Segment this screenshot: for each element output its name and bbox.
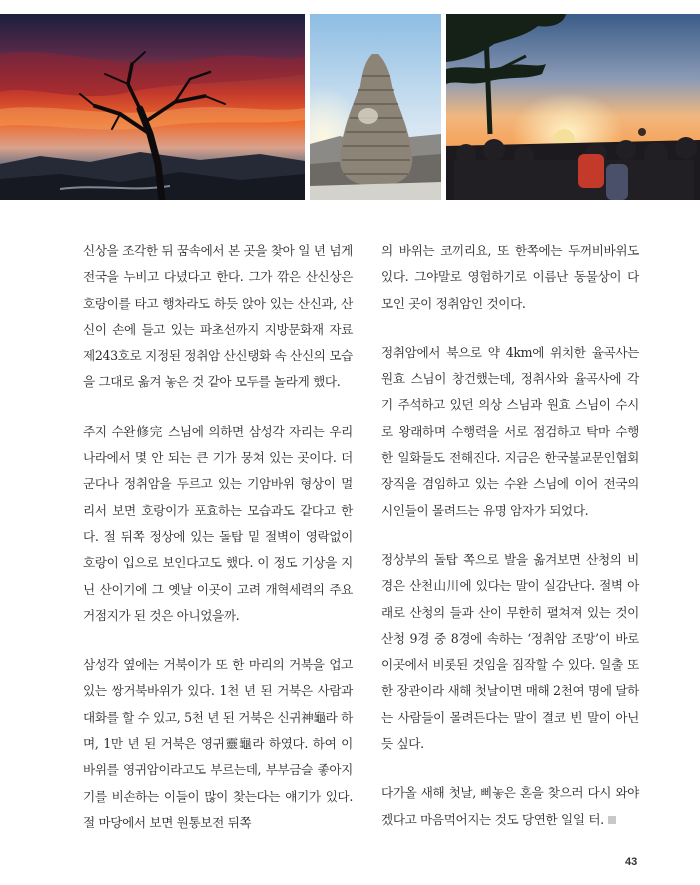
paragraph: 정상부의 돌탑 쪽으로 발을 옮겨보면 산청의 비경은 산천山川에 있다는 말이 실감난다. 절벽 아래로 산청의 들과 산이 무한히 펼쳐져 있는 것이 산청 9경 중 8경에 속하는 ‘정취암 조망’이 바로 이곳에서 비롯된 것임을 짐작할 수 있다. 일출 또한 장관이라 새해 첫날이면 매해 2천여 명에 달하는 사람들이 몰려든다는 말이 결코 빈 말이 아닌 듯 싶다. <box>381 551 639 752</box>
paragraph: 의 바위는 코끼리요, 또 한쪽에는 두꺼비바위도 있다. 그야말로 영험하기로 이름난 동물상이 다 모인 곳이 정취암인 것이다. <box>381 243 639 311</box>
paragraph: 삼성각 옆에는 거북이가 또 한 마리의 거북을 업고 있는 쌍거북바위가 있다. 1천 년 된 거북은 사람과 대화를 할 수 있고, 5천 년 된 거북은 신귀神龜라 하며, 1만 년 된 거북은 영귀靈龜라 하였다. 하여 이 바위를 영귀암이라고도 부르는데, 부부금슬 좋아지기를 비손하는 이들이 많이 찾는다는 얘기가 있다. 절 마당에서 보면 원통보전 뒤쪽 <box>83 657 353 830</box>
left-text-column <box>83 238 353 859</box>
paragraph: 신상을 조각한 뒤 꿈속에서 본 곳을 찾아 일 년 넘게 전국을 누비고 다녔다고 한다. 그가 깎은 산신상은 호랑이를 타고 행차라도 하듯 앉아 있는 산신과, 산신이 손에 들고 있는 파초선까지 지방문화재 자료 제243호로 지정된 정취암 산신탱화 속 산신의 모습을 그대로 옮겨 놓은 것 같아 모두를 놀라게 했다. <box>83 243 353 390</box>
stone-cairn-photo <box>310 14 441 200</box>
paragraph-text: 다가올 새해 첫날, 삐놓은 혼을 찾으러 다시 와야겠다고 마음먹어지는 것도 당연한 일일 터. <box>381 785 639 827</box>
sunset-tree-photo <box>0 14 305 200</box>
paragraph: 정취암에서 북으로 약 4km에 위치한 율곡사는 원효 스님이 창건했는데, 정취사와 율곡사에 각기 주석하고 있던 의상 스님과 원효 스님이 수시로 왕래하며 수행력을 서로 점검하고 탁마 수행한 일화들도 전해진다. 지금은 한국불교문인협회장직을 겸임하고 있는 수완 스님에 이어 전국의 시인들이 몰려드는 유명 암자가 되었다. <box>381 344 639 518</box>
sunrise-crowd-photo <box>446 14 700 200</box>
closing-paragraph <box>381 780 639 833</box>
page-number: 43 <box>625 856 638 868</box>
right-text-column <box>381 238 639 856</box>
end-square-icon <box>608 816 616 824</box>
paragraph: 주지 수완修完 스님에 의하면 삼성각 자리는 우리나라에서 몇 안 되는 큰 기가 뭉쳐 있는 곳이다. 더군다나 정취암을 두르고 있는 기암바위 형상이 멀리서 보면 호랑이가 포효하는 모습과도 같다고 한다. 절 뒤쪽 정상에 있는 돌탑 밑 절벽이 영락없이 호랑이 입으로 보인다고도 했다. 이 정도 기상을 지닌 산이기에 그 옛날 이곳이 고려 개혁세력의 주요 거점지가 된 것은 아니었을까. <box>83 423 353 623</box>
